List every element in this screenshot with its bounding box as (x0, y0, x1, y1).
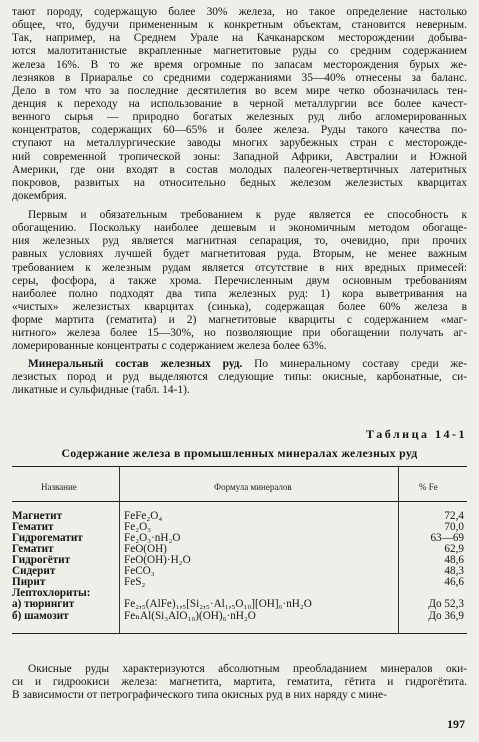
text-line: ний современной тропической зоны: Западной Африки, Австралии и Южной (12, 150, 467, 163)
text-line: докембрия. (12, 189, 67, 202)
text-line: обогащению. Поскольку наиболее дешевым и экономичным методом обогаще- (12, 222, 467, 235)
text-line: равных условиях лучшей будет магнетитовая руда. Вторым, не менее важным (12, 248, 467, 261)
text-line: ломерированные концентраты с содержанием железа более 63%. (12, 340, 327, 353)
text-line: Минеральный состав железных руд. По минеральному составу среди же- (28, 358, 467, 370)
table-column-divider (119, 467, 120, 633)
iron-content: 63—69 (430, 532, 464, 544)
text-line: Окисные руды характеризуются абсолютным преобладанием минералов оки- (28, 663, 467, 675)
text-line: ются малотитанистые вкрапленные магнетитовые руды со средним содержанием (12, 45, 467, 58)
text-line: лезистых пород и руд выделяются следующие типы: окисные, карбонатные, си- (12, 371, 467, 384)
mineral-formula: Fe₂,₅(AlFe)₁,₅[Si₂,₅·Al₁,₅O₁₀][OH]₆·nH₂O (124, 598, 312, 610)
text-line: форме мартита (гематита) и 2) магнетитовые кварциты с содержанием «маг- (12, 314, 467, 327)
iron-content: До 36,9 (428, 610, 464, 622)
column-header-name: Название (41, 482, 77, 492)
text-line: покровов, развитых на относительно бедных железом железистых кварцитах (12, 176, 467, 189)
text-line: Дело в том что за последние десятилетия во всем мире четко обозначилась тен- (12, 84, 467, 97)
mineral-name: Гидрогематит (12, 532, 83, 544)
mineral-formula: FeₙAl(Si₃AlO₁₀)(OH)₆·nH₂O (124, 610, 256, 622)
mineral-name: Лептохлориты: (12, 587, 91, 599)
paragraph-iron-ore-grades (12, 6, 467, 203)
text-line: лезняков в Приаралье со средними содержаниями 35—40% отнесены за баланс. (12, 71, 467, 84)
mineral-formula: FeS₂ (124, 576, 146, 588)
mineral-name: Магнетит (12, 510, 63, 522)
mineral-formula: Fe₂O₃·nH₂O (124, 532, 181, 544)
iron-content: 46,6 (444, 576, 464, 588)
text-line: «чистых» железистых кварцитах (синька), содержащая более 60% железа в (12, 300, 467, 313)
text-line: Первым и обязательным требованием к руде является ее способность к (28, 209, 467, 221)
iron-content: 48,3 (444, 565, 464, 577)
paragraph-mineral-composition (12, 358, 467, 397)
section-heading: Минеральный состав железных руд. (28, 358, 243, 370)
text-line: общее, что, будучи примененным к конкретным объектам, становится неверным. (12, 19, 467, 32)
mineral-name: Гематит (12, 543, 54, 555)
text-line: нитного» железа более 15—30%, но позволяющие при обогащении получать аг- (12, 327, 467, 340)
table-bottom-rule (12, 633, 467, 634)
text-line: серы, фосфора, а также хрома. Перечисленным двум основным требованиям (12, 274, 467, 287)
mineral-formula: FeO(OH)·H₂O (124, 554, 191, 566)
paragraph-oxide-ores (12, 663, 467, 702)
text-line: ликатные и сульфидные (табл. 14-1). (12, 384, 190, 397)
text-line: си и гидроокиси железа: магнетита, мартита, гематита, гётита и гидрогётита. (12, 676, 467, 689)
iron-content: До 52,3 (428, 598, 464, 610)
mineral-name: Гематит (12, 521, 54, 533)
mineral-name: а) тюрингит (12, 598, 75, 610)
page-number: 197 (447, 717, 465, 731)
text-line: ступают на металлургические заводы многих зарубежных стран с месторожде- (12, 137, 467, 150)
iron-content: 48,6 (444, 554, 464, 566)
text-line: денция к переходу на использование в черной металлургии все более качест- (12, 97, 467, 110)
text-line: тают породу, содержащую более 30% железа, но такое определение настолько (12, 6, 467, 18)
mineral-name: Гидрогётит (12, 554, 71, 566)
mineral-formula: FeFe₂O₄ (124, 510, 163, 522)
text-line: Так, например, на Среднем Урале на Качканарском месторождении добыва- (12, 32, 467, 45)
iron-content: 72,4 (444, 510, 464, 522)
text-line: ния железных руд является магнитная сепарация, то, очевидно, при прочих (12, 235, 467, 248)
mineral-name: Сидерит (12, 565, 56, 577)
table-number: Таблица 14-1 (366, 427, 467, 441)
text-line: венного сырья — природно богатых железных руд либо агломерированных (12, 111, 467, 124)
table-column-divider (398, 467, 399, 633)
text-line: наиболее полно подходят два типа железных руд: 1) кора выветривания на (12, 287, 467, 300)
mineral-name: б) шамозит (12, 610, 69, 622)
mineral-name: Пирит (12, 576, 46, 588)
text-line: Америки, где они входят в состав молодых палеоген-четвертичных латеритных (12, 163, 467, 176)
mineral-formula: FeCO₃ (124, 565, 155, 577)
text-line: концентратов, содержащих 60—65% и более железа. Руды такого качества по- (12, 124, 467, 137)
text-line: железа 16%. В то же время огромные по запасам месторождения бурых же- (12, 58, 467, 71)
paragraph-ore-requirements (12, 209, 467, 354)
iron-content: 62,9 (444, 543, 464, 555)
column-header-formula: Формула минералов (214, 482, 292, 492)
text-line: В зависимости от петрографического типа окисных руд в них наряду с мине- (12, 689, 387, 702)
table-title: Содержание железа в промышленных минералах железных руд (61, 446, 418, 460)
text-line: требованием к железным рудам является отсутствие в них вредных примесей: (12, 261, 467, 274)
column-header-fe: % Fe (419, 482, 438, 492)
mineral-formula: FeO(OH) (124, 543, 167, 555)
iron-content: 70,0 (444, 521, 464, 533)
mineral-formula: Fe₂O₃ (124, 521, 152, 533)
